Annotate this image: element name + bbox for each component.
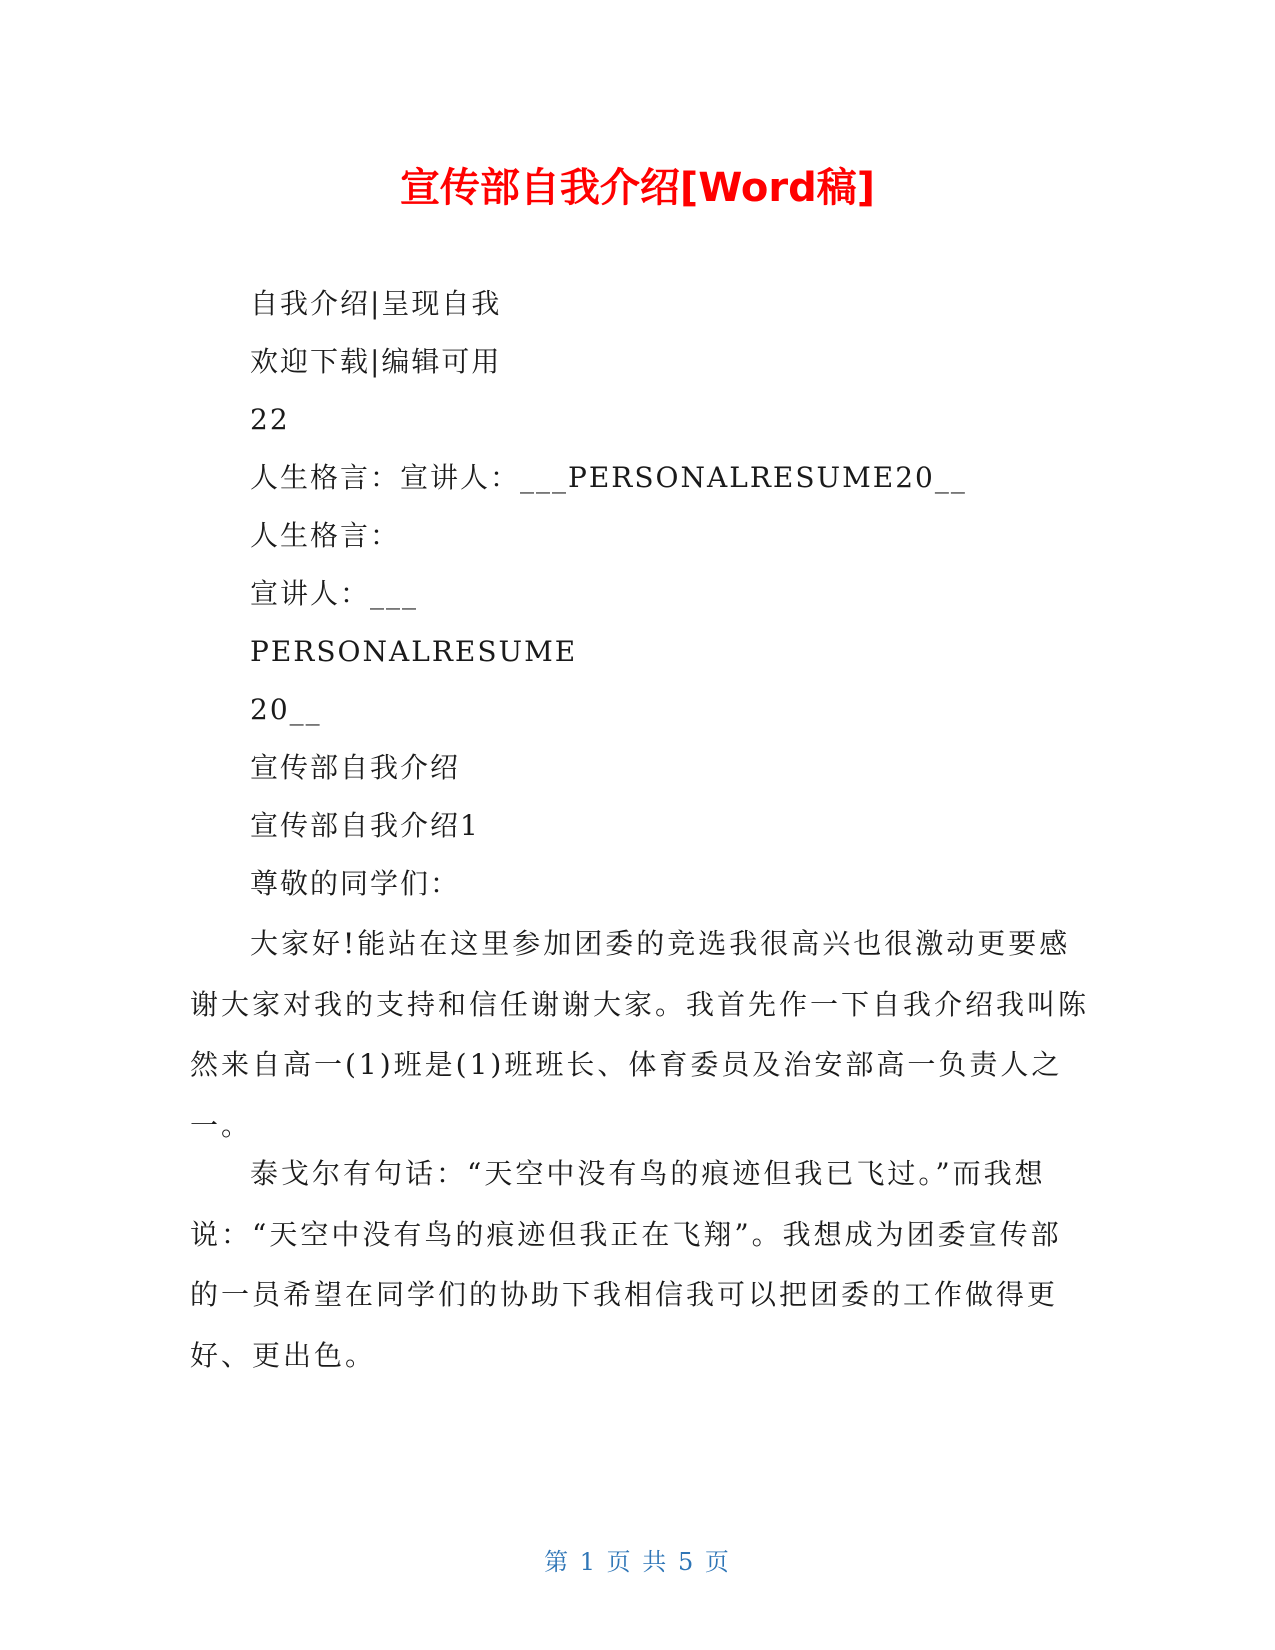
line-subheading: 宣传部自我介绍1 — [250, 809, 480, 842]
line-intro-tagline: 自我介绍|呈现自我 — [250, 287, 502, 320]
page-footer: 第 1 页 共 5 页 — [544, 1548, 731, 1576]
line-speaker: 宣讲人：___ — [250, 577, 419, 610]
line-motto: 人生格言： — [250, 519, 401, 552]
line-motto-speaker: 人生格言：宣讲人：___PERSONALRESUME20__ — [250, 461, 967, 494]
document-title: 宣传部自我介绍[Word稿] — [399, 165, 876, 211]
paragraph-greeting: 大家好!能站在这里参加团委的竞选我很高兴也很激动更要感谢大家对我的支持和信任谢谢大家。我首先作一下自我介绍我叫陈然来自高一(1)班是(1)班班长、体育委员及治安部高一负责人之一。 — [190, 927, 1090, 1142]
line-year: 20__ — [250, 693, 322, 726]
line-download-tagline: 欢迎下载|编辑可用 — [250, 345, 502, 378]
line-number: 22 — [250, 403, 290, 436]
line-salutation: 尊敬的同学们： — [250, 867, 461, 900]
paragraph-tagore-quote: 泰戈尔有句话：“天空中没有鸟的痕迹但我已飞过。”而我想说：“天空中没有鸟的痕迹但我正在飞翔”。我想成为团委宣传部的一员希望在同学们的协助下我相信我可以把团委的工作做得更好、更出色。 — [190, 1157, 1062, 1372]
line-personal-resume: PERSONALRESUME — [250, 635, 578, 668]
line-heading: 宣传部自我介绍 — [250, 751, 461, 784]
